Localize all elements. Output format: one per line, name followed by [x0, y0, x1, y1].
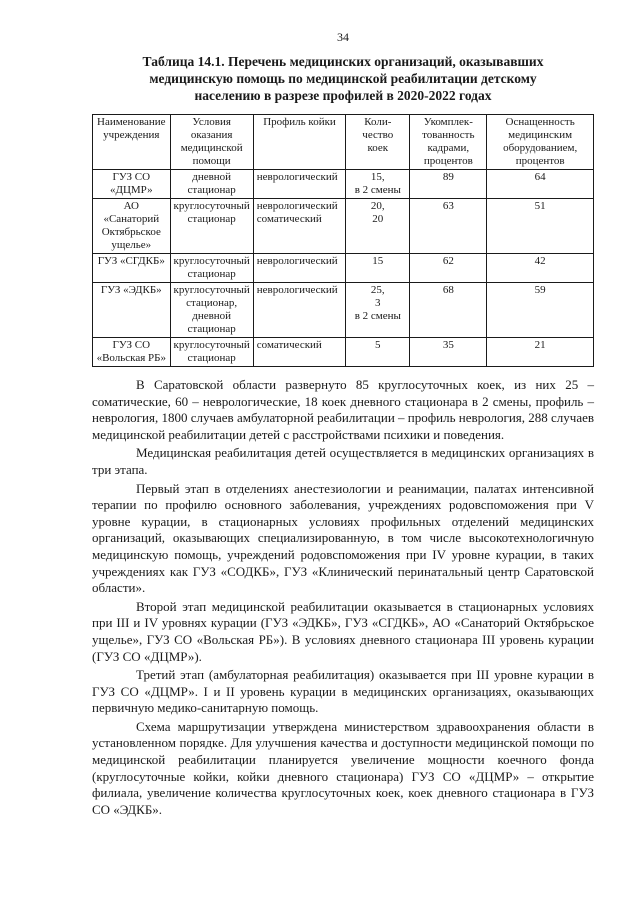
cell-staffing: [410, 170, 487, 199]
cell-line: 5: [375, 339, 381, 351]
table-title-line: населению в разрезе профилей в 2020-2022 годах: [194, 88, 492, 103]
cell-line: 42: [534, 255, 546, 267]
header-cell-line: учреждения: [103, 129, 160, 141]
header-bed-count: [346, 115, 410, 170]
header-cell-line: коек: [367, 142, 389, 154]
organizations-table: [92, 114, 594, 367]
header-equipment: [487, 115, 594, 170]
cell-line: соматический: [256, 213, 322, 225]
header-cell-line: помощи: [192, 155, 231, 167]
cell-line: 89: [442, 171, 454, 183]
cell-institution-name: [93, 283, 171, 338]
header-cell-line: процентов: [515, 155, 565, 167]
header-cell-line: оказания: [190, 129, 233, 141]
header-bed-profile: [253, 115, 345, 170]
cell-line: стационар: [187, 323, 236, 335]
table-row: [93, 199, 594, 254]
table-title-line: Таблица 14.1. Перечень медицинских организаций, оказывавших: [142, 54, 544, 69]
cell-equipment: [487, 254, 594, 283]
cell-line: неврологический: [256, 284, 338, 296]
cell-equipment: [487, 283, 594, 338]
cell-line: 20: [372, 213, 384, 225]
cell-line: Октябрьское: [101, 226, 161, 238]
header-cell-line: Условия: [192, 116, 231, 128]
header-cell-line: Коли-: [364, 116, 392, 128]
page-number: 34: [337, 30, 349, 44]
cell-line: неврологический: [256, 255, 338, 267]
header-cell-line: медицинским: [508, 129, 573, 141]
table-row: [93, 338, 594, 367]
cell-equipment: [487, 170, 594, 199]
cell-staffing: [410, 338, 487, 367]
cell-line: стационар: [187, 352, 236, 364]
cell-line: неврологический: [256, 200, 338, 212]
cell-care-conditions: [170, 254, 253, 283]
cell-line: 68: [442, 284, 454, 296]
cell-staffing: [410, 254, 487, 283]
cell-care-conditions: [170, 170, 253, 199]
header-institution-name: [93, 115, 171, 170]
header-cell-line: процентов: [423, 155, 473, 167]
header-cell-line: медицинской: [180, 142, 243, 154]
cell-line: 20,: [370, 200, 385, 212]
cell-line: в 2 смены: [354, 310, 401, 322]
cell-line: круглосуточный: [173, 339, 250, 351]
cell-line: стационар: [187, 213, 236, 225]
cell-institution-name: [93, 170, 171, 199]
body-text: [92, 377, 594, 818]
header-cell-line: чество: [362, 129, 394, 141]
header-cell-line: Оснащенность: [505, 116, 575, 128]
cell-line: ГУЗ СО: [112, 339, 151, 351]
table-row: [93, 254, 594, 283]
cell-bed-profile: [253, 283, 345, 338]
cell-line: круглосуточный: [173, 200, 250, 212]
header-staffing: [410, 115, 487, 170]
cell-line: «ДЦМР»: [109, 184, 153, 196]
cell-line: стационар: [187, 184, 236, 196]
cell-bed-profile: [253, 338, 345, 367]
cell-care-conditions: [170, 199, 253, 254]
body-paragraph: Третий этап (амбулаторная реабилитация) оказывается при III уровне курации в ГУЗ СО «ДЦМР». I и II уровень курации в медицинских организациях, оказывающих первичную медико-санитарную помощь.: [92, 667, 594, 716]
cell-bed-profile: [253, 170, 345, 199]
cell-bed-profile: [253, 199, 345, 254]
cell-care-conditions: [170, 338, 253, 367]
cell-line: АО «Санаторий: [103, 200, 160, 225]
body-paragraph: Медицинская реабилитация детей осуществляется в медицинских организациях в три этапа.: [92, 445, 594, 477]
cell-bed-count: [346, 254, 410, 283]
cell-line: соматический: [256, 339, 322, 351]
cell-bed-count: [346, 170, 410, 199]
cell-line: дневной: [192, 171, 232, 183]
cell-line: 21: [534, 339, 546, 351]
cell-staffing: [410, 199, 487, 254]
table-header-row: [93, 115, 594, 170]
cell-line: дневной: [192, 310, 232, 322]
cell-line: «Вольская РБ»: [96, 352, 166, 364]
cell-line: стационар: [187, 268, 236, 280]
cell-line: неврологический: [256, 171, 338, 183]
cell-line: 59: [534, 284, 546, 296]
header-cell-line: кадрами,: [427, 142, 470, 154]
cell-line: в 2 смены: [354, 184, 401, 196]
cell-line: 64: [534, 171, 546, 183]
header-care-conditions: [170, 115, 253, 170]
header-cell-line: Укомплек-: [423, 116, 473, 128]
table-title-line: медицинскую помощь по медицинской реабилитации детскому: [149, 71, 537, 86]
table-row: [93, 170, 594, 199]
body-paragraph: Первый этап в отделениях анестезиологии и реанимации, палатах интенсивной терапии по профилю основного заболевания, учреждениях родовспоможения при V уровне курации, в стационарных условиях профильных отделений медицинских организаций, оказывающих специализированную, в том числе высокотехнологичную медицинскую помощь, учреждений родовспоможения при IV уровне курации, в таких учреждениях как ГУЗ «СОДКБ», ГУЗ «Клинический перинатальный центр Саратовской области».: [92, 480, 595, 596]
cell-institution-name: [93, 199, 171, 254]
cell-line: 15: [372, 255, 384, 267]
cell-line: 62: [442, 255, 454, 267]
table-row: [93, 283, 594, 338]
cell-equipment: [487, 338, 594, 367]
cell-bed-count: [346, 283, 410, 338]
cell-line: 25,: [370, 284, 385, 296]
cell-line: 35: [442, 339, 454, 351]
cell-line: 51: [534, 200, 546, 212]
table-body: [93, 170, 594, 367]
header-cell-line: оборудованием,: [503, 142, 578, 154]
table-title: [92, 53, 594, 104]
body-paragraph: Второй этап медицинской реабилитации оказывается в стационарных условиях при III и IV уровнях курации (ГУЗ «ЭДКБ», ГУЗ «СГДКБ», АО «Санаторий Октябрьское ущелье», ГУЗ СО «Вольская РБ»). В условиях дневного стационара III уровень курации (ГУЗ СО «ДЦМР»).: [92, 598, 594, 664]
cell-equipment: [487, 199, 594, 254]
cell-line: 15,: [370, 171, 385, 183]
cell-line: ГУЗ «СГДКБ»: [97, 255, 165, 267]
body-paragraph: В Саратовской области развернуто 85 круглосуточных коек, из них 25 – соматические, 60 – неврологические, 18 коек дневного стационара в 2 смены, профиль – неврология, 1800 случаев амбулаторной реабилитации – профиль неврология, 288 случаев медицинской реабилитации детей с расстройствами психики и поведения.: [92, 377, 594, 442]
cell-line: 63: [442, 200, 454, 212]
header-cell-line: Наименование: [97, 116, 166, 128]
header-cell-line: тованность: [422, 129, 475, 141]
cell-staffing: [410, 283, 487, 338]
cell-line: круглосуточный: [173, 255, 250, 267]
cell-line: ГУЗ «ЭДКБ»: [100, 284, 162, 296]
cell-institution-name: [93, 254, 171, 283]
cell-line: 3: [375, 297, 381, 309]
cell-line: ГУЗ СО: [112, 171, 151, 183]
body-paragraph: Схема маршрутизации утверждена министерством здравоохранения области в установленном порядке. Для улучшения качества и доступности медицинской помощи по медицинской реабилитации планируется увеличение мощности коечного фонда (круглосуточные койки, койки дневного стационара) ГУЗ СО «ДЦМР» – открытие филиала, увеличение количества круглосуточных коек, коек дневного стационара в ГУЗ СО «ЭДКБ».: [92, 718, 594, 817]
cell-line: круглосуточный: [173, 284, 250, 296]
cell-care-conditions: [170, 283, 253, 338]
header-cell-line: Профиль койки: [263, 116, 336, 128]
cell-bed-count: [346, 338, 410, 367]
cell-bed-profile: [253, 254, 345, 283]
cell-line: стационар,: [186, 297, 238, 309]
cell-bed-count: [346, 199, 410, 254]
cell-institution-name: [93, 338, 171, 367]
cell-line: ущелье»: [111, 239, 152, 251]
